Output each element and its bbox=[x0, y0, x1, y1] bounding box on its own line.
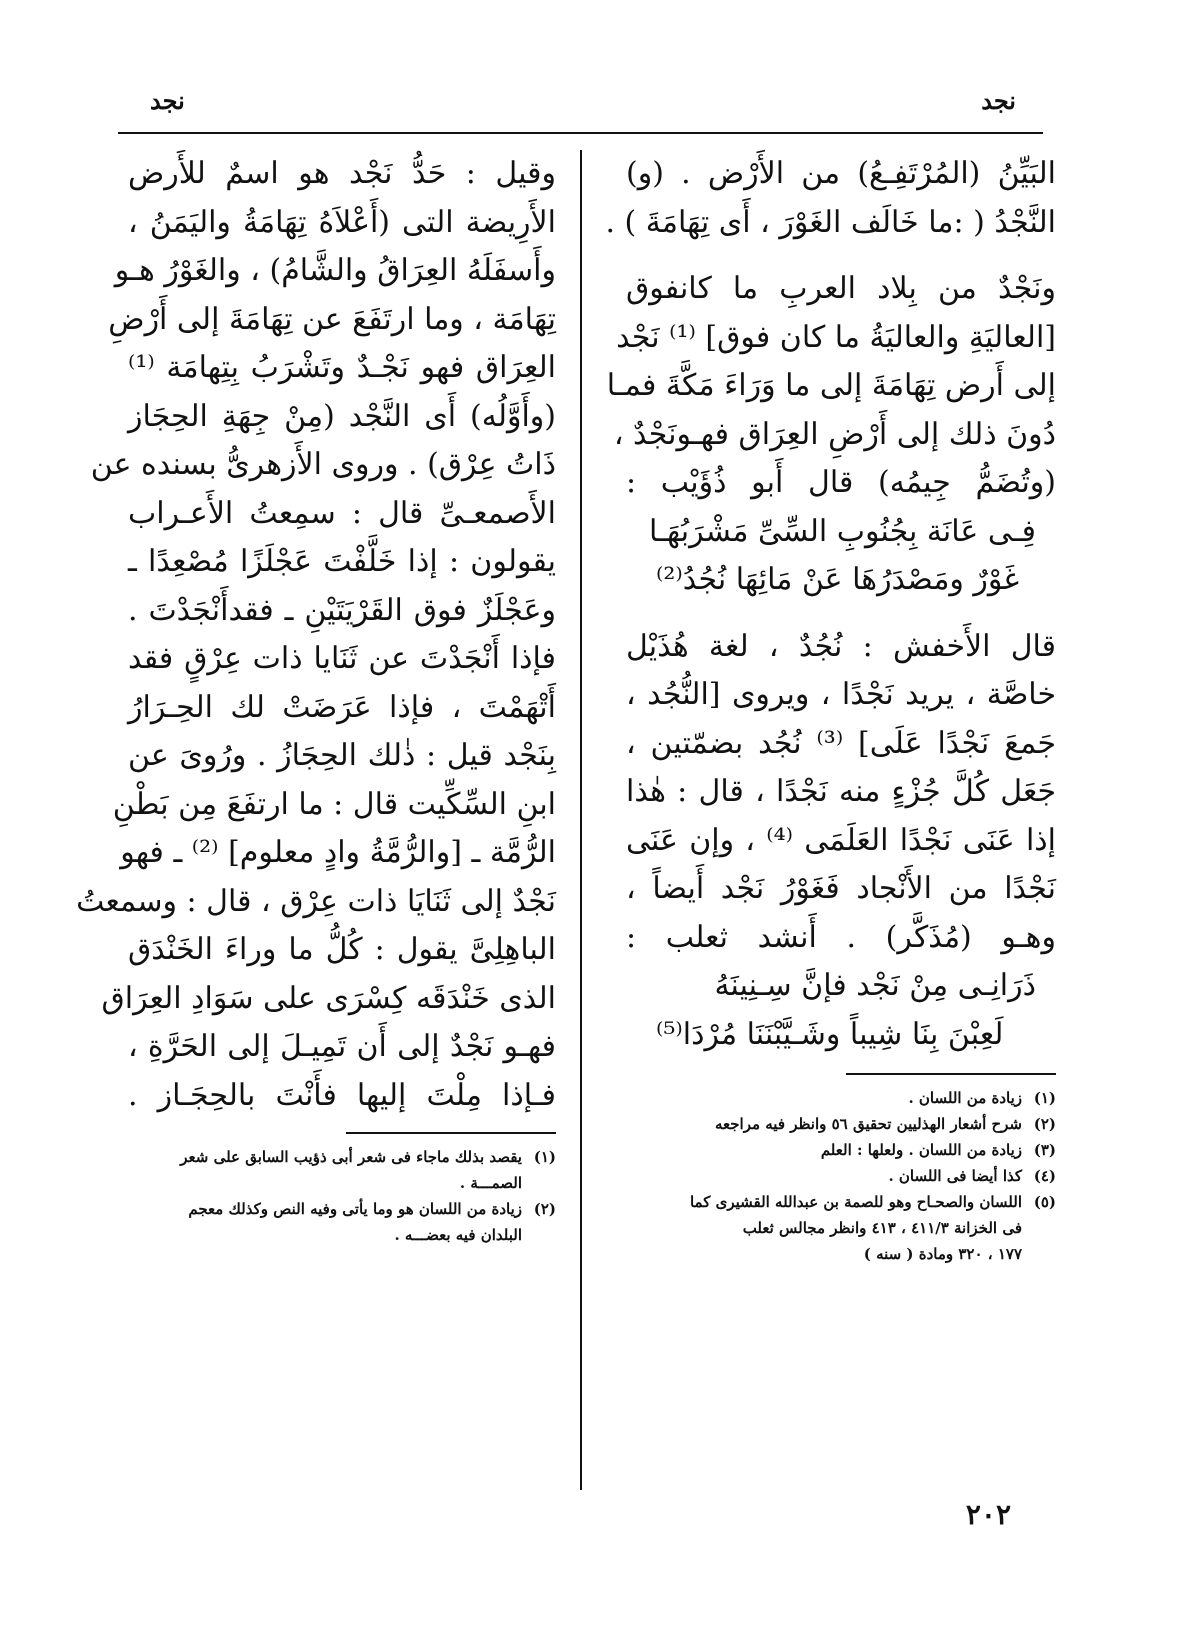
text-line: الأَرِيضة التى (أَعْلاَهُ تِهَامَةُ واليَمَنُ ، bbox=[128, 204, 556, 240]
footnote-number: (١) bbox=[533, 1148, 556, 1166]
text-line: وقيل : حَدُّ نَجْد هو اسمٌ للأَرض bbox=[128, 156, 556, 191]
paragraph-2 bbox=[606, 265, 1056, 508]
text-line: وأَسفَلَهُ العِرَاقُ والشَّامُ) ، والغَوْرُ هـو bbox=[114, 253, 556, 288]
text-line: النَّجْدُ ( :ما خَالَف الغَوْرَ ، أَى تِهَامَةَ ) . bbox=[605, 204, 1056, 240]
paragraph-left bbox=[76, 150, 556, 1120]
text-line: قال الأَخفش : نُجُدٌ ، لغة هُذَيْل bbox=[626, 628, 1056, 664]
footnote-continuation: الصمـــة . bbox=[459, 1174, 522, 1192]
left-column bbox=[76, 150, 556, 1248]
footnote-continuation: البلدان فيه بعضـــه . bbox=[394, 1226, 522, 1244]
text-line: دُونَ ذلك إلى أَرْضِ العِرَاق فهـونَجْدٌ ، bbox=[613, 416, 1056, 452]
footnote-number: (٣) bbox=[1033, 1141, 1056, 1159]
text-line: إلى أَرض تِهَامَةَ إلى ما وَرَاءَ مَكَّةَ فمـا bbox=[606, 368, 1056, 403]
text-line: فإذا أَنْجَدْتَ عن ثَنَايا ذات عِرْقٍ فقد bbox=[128, 641, 556, 676]
running-header-right: نجد bbox=[981, 86, 1016, 115]
poem-verse-2 bbox=[626, 962, 1056, 1059]
footnote-number: (٤) bbox=[1033, 1167, 1056, 1185]
text-line: الأَصمعـىِّ قال : سمِعتُ الأَعـراب bbox=[128, 495, 556, 531]
text-line: (وتُضَمُّ جِيمُه) قال أَبو ذُؤَيْب : bbox=[626, 465, 1056, 500]
text-line: جَعَل كُلَّ جُزْءٍ منه نَجْدًا ، قال : هٰذا bbox=[626, 774, 1056, 809]
text-line: ابنِ السِّكِّيت قال : ما ارتفَعَ مِن بَطْنِ bbox=[112, 786, 556, 822]
text-line: فهـو نَجْدٌ إلى أَن تَمِيـلَ إلى الحَرَّةِ ، bbox=[128, 1029, 556, 1064]
paragraph-1 bbox=[605, 150, 1056, 247]
right-column bbox=[605, 150, 1056, 1267]
footnote bbox=[626, 1137, 1056, 1163]
verse-hemistich: لَعِبْنَ بِنَا شِيباً وشَـيَّبْنَنَا مُرْدَا⁽⁵⁾ bbox=[656, 1016, 1004, 1052]
text-line: وعَجْلَزٌ فوق القَرْيَتَيْنِ ـ فقدأَنْجَدْتَ . bbox=[128, 592, 556, 628]
footnote-number: (١) bbox=[1033, 1089, 1056, 1107]
text-line: البَيِّنُ (المُرْتَفِـعُ) من الأَرْض . (و) bbox=[626, 156, 1056, 191]
text-line: الباهِلِىَّ يقول : كُلُّ ما وراءَ الخَنْدَق bbox=[128, 932, 556, 967]
running-header-left: نجد bbox=[150, 86, 185, 115]
footnote-rule bbox=[846, 1073, 1056, 1075]
footnotes-left bbox=[128, 1144, 556, 1248]
paragraph-3 bbox=[626, 623, 1056, 963]
footnote-number: (٢) bbox=[533, 1200, 556, 1218]
footnote bbox=[626, 1163, 1056, 1189]
footnote bbox=[626, 1111, 1056, 1137]
text-line: (وأَوَّلُه) أَى النَّجْد (مِنْ جِهَةِ الحِجَاز bbox=[128, 398, 556, 434]
text-line: فـإذا مِلْتَ إليها فأَنْتَ بالحِجَـاز . bbox=[128, 1077, 556, 1113]
footnote-rule bbox=[346, 1132, 556, 1134]
text-line: الذى خَنْدَقَه كِسْرَى على سَوَادِ العِرَاق bbox=[101, 980, 556, 1016]
text-line: [العاليَةِ والعاليَةُ ما كان فوق] ⁽¹⁾ نَجْد bbox=[616, 319, 1056, 355]
footnote bbox=[626, 1189, 1056, 1215]
footnote-text: اللسان والصحـاح وهو للصمة بن عبدالله القشيرى كما bbox=[689, 1193, 1022, 1211]
text-line: نَجْدًا من الأَنْجاد فَغَوْرُ نَجْد أَيضاً ، bbox=[626, 871, 1056, 906]
verse-hemistich: ذَرَانِـى مِنْ نَجْد فإنَّ سِـنِينَهُ bbox=[714, 968, 1036, 1003]
footnote-text: زيادة من اللسان هو وما يأتى وفيه النص وكذلك معجم bbox=[188, 1200, 522, 1218]
text-line: ونَجْدٌ من بِلاد العربِ ما كانفوق bbox=[626, 271, 1056, 306]
footnote bbox=[128, 1196, 556, 1222]
poem-verse-1 bbox=[626, 508, 1056, 605]
text-line: تِهَامَة ، وما ارتَفَعَ عن تِهَامَةَ إلى أَرْضِ bbox=[108, 301, 556, 337]
footnote bbox=[128, 1144, 556, 1170]
text-line: ذَاتُ عِرْق) . وروى الأَزهرىُّ بسنده عن bbox=[90, 447, 556, 482]
footnote-text: شرح أشعار الهذليين تحقيق ٥٦ وانظر فيه مراجعه bbox=[715, 1115, 1022, 1133]
footnote-continuation: فى الخزانة ٤١١/٣ ، ٤١٣ وانظر مجالس ثعلب bbox=[742, 1219, 1022, 1237]
footnotes-right bbox=[626, 1085, 1056, 1267]
column-divider bbox=[580, 150, 582, 1490]
footnote bbox=[626, 1085, 1056, 1111]
text-line: خاصَّة ، يريد نَجْدًا ، ويروى [النُّجُد ، bbox=[626, 677, 1056, 712]
text-line: الرُّمَّة ـ [والرُّمَّةُ وادٍ معلوم] ⁽²⁾ ـ فهو bbox=[120, 835, 556, 870]
footnote-text: يقصد بذلك ماجاء فى شعر أبى ذؤيب السابق على شعر bbox=[180, 1148, 522, 1166]
text-line: جَمعَ نَجْدًا عَلَى] ⁽³⁾ نُجُد بضمّتين ، bbox=[626, 725, 1056, 761]
text-line: إذا عَنَى نَجْدًا العَلَمَى ⁽⁴⁾ ، وإن عَنَى bbox=[626, 822, 1056, 858]
footnote-number: (٢) bbox=[1033, 1115, 1056, 1133]
footnote-number: (٥) bbox=[1033, 1193, 1056, 1211]
text-line: يقولون : إذا خَلَّفْتَ عَجْلَزًا مُصْعِدًا ـ bbox=[128, 544, 556, 579]
header-rule bbox=[118, 132, 1043, 134]
footnote-continuation: ١٧٧ ، ٣٢٠ ومادة ( سنه ) bbox=[863, 1245, 1022, 1263]
footnote-text: كذا أيضا فى اللسان . bbox=[888, 1167, 1022, 1185]
text-line: نَجْدٌ إلى ثَنَايَا ذات عِرْق ، قال : وسمعتُ bbox=[76, 883, 556, 919]
text-line: بِنَجْد قيل : ذٰلك الحِجَازُ . ورُوىَ عن bbox=[128, 738, 556, 773]
verse-hemistich: فِـى عَانَة بِجُنُوبِ السِّىِّ مَشْرَبُهَـا bbox=[649, 513, 1036, 549]
verse-hemistich: غَوْرٌ ومَصْدَرُهَا عَنْ مَائِهَا نُجُدُ⁽²⁾ bbox=[656, 562, 1020, 597]
footnote-text: زيادة من اللسان . ولعلها : العلم bbox=[820, 1141, 1022, 1159]
page-number: ٢٠٢ bbox=[965, 1498, 1011, 1531]
text-line: وهـو (مُذَكَّر) . أَنشد ثعلب : bbox=[626, 919, 1056, 955]
footnote-text: زيادة من اللسان . bbox=[908, 1089, 1022, 1107]
text-line: أَتْهَمْتَ ، فإذا عَرَضَتْ لك الحِـرَارُ bbox=[128, 689, 556, 725]
text-line: العِرَاق فهو نَجْـدٌ وتَشْرَبُ بِتِهامَة ⁽¹⁾ bbox=[128, 350, 556, 385]
